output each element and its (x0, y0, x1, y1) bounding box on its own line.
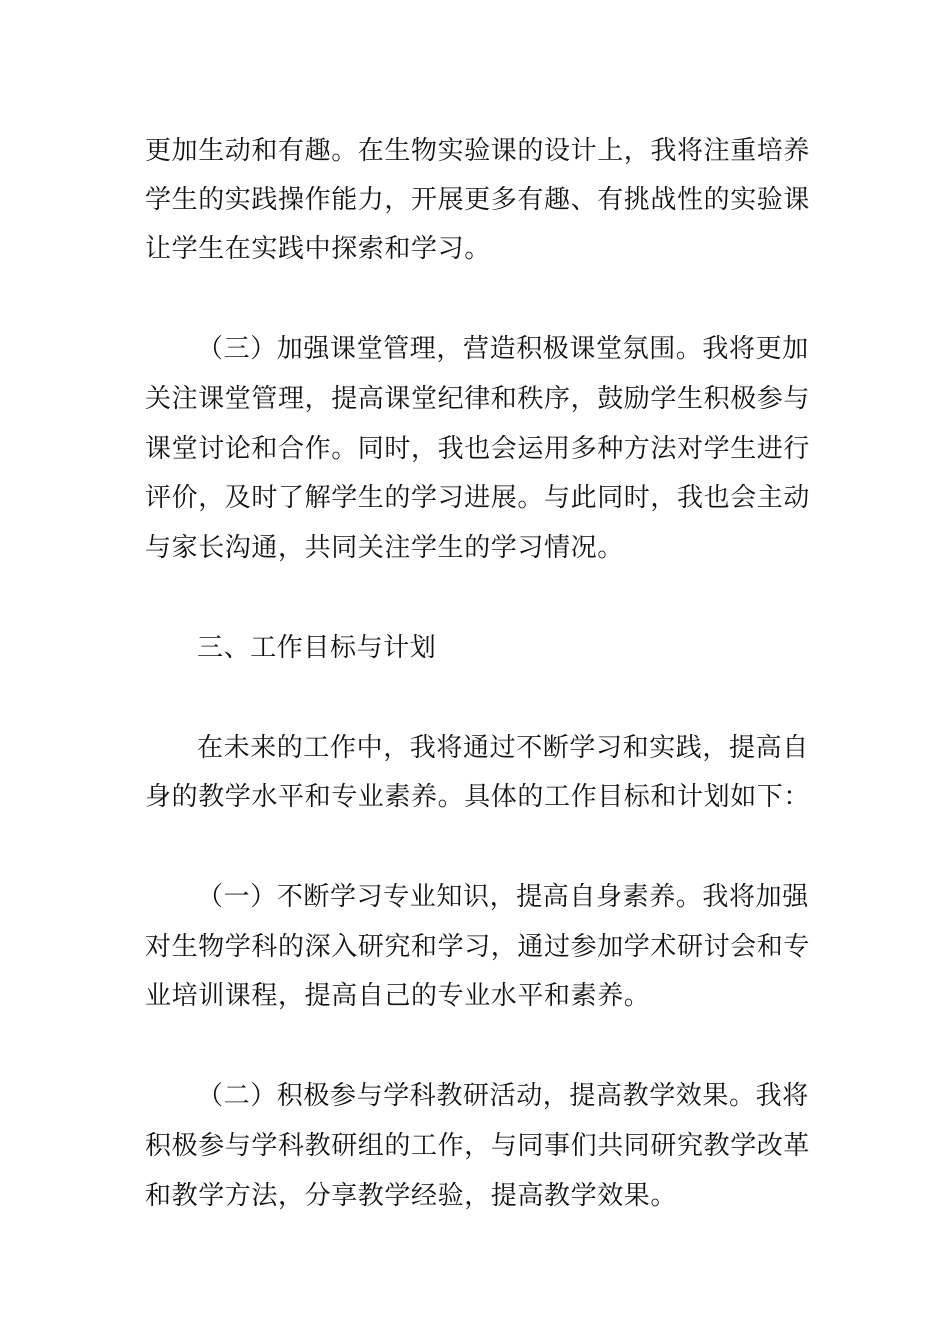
section-heading: 三、工作目标与计划 (197, 633, 437, 663)
paragraph-line: 和教学方法，分享教学经验，提高教学效果。 (145, 1181, 678, 1211)
paragraph-line: 对生物学科的深入研究和学习，通过参加学术研讨会和专 (145, 932, 811, 962)
paragraph-line: （一）不断学习专业知识，提高自身素养。我将加强 (197, 882, 809, 912)
paragraph-line: 身的教学水平和专业素养。具体的工作目标和计划如下： (145, 782, 811, 812)
paragraph-line: 课堂讨论和合作。同时，我也会运用多种方法对学生进行 (145, 434, 811, 464)
paragraph-line: 评价，及时了解学生的学习进展。与此同时，我也会主动 (145, 483, 811, 513)
paragraph-line: 让学生在实践中探索和学习。 (145, 234, 491, 264)
paragraph-line: 更加生动和有趣。在生物实验课的设计上，我将注重培养 (145, 136, 811, 166)
paragraph-line: （三）加强课堂管理，营造积极课堂氛围。我将更加 (197, 334, 809, 364)
paragraph-line: 业培训课程，提高自己的专业水平和素养。 (145, 981, 651, 1011)
paragraph-line: 积极参与学科教研组的工作，与同事们共同研究教学改革 (145, 1131, 811, 1161)
paragraph-line: 关注课堂管理，提高课堂纪律和秩序，鼓励学生积极参与 (145, 384, 811, 414)
paragraph-line: 与家长沟通，共同关注学生的学习情况。 (145, 533, 624, 563)
paragraph-line: 在未来的工作中，我将通过不断学习和实践，提高自 (197, 733, 809, 763)
paragraph-line: （二）积极参与学科教研活动，提高教学效果。我将 (197, 1081, 809, 1111)
paragraph-line: 学生的实践操作能力，开展更多有趣、有挑战性的实验课 (145, 185, 811, 215)
